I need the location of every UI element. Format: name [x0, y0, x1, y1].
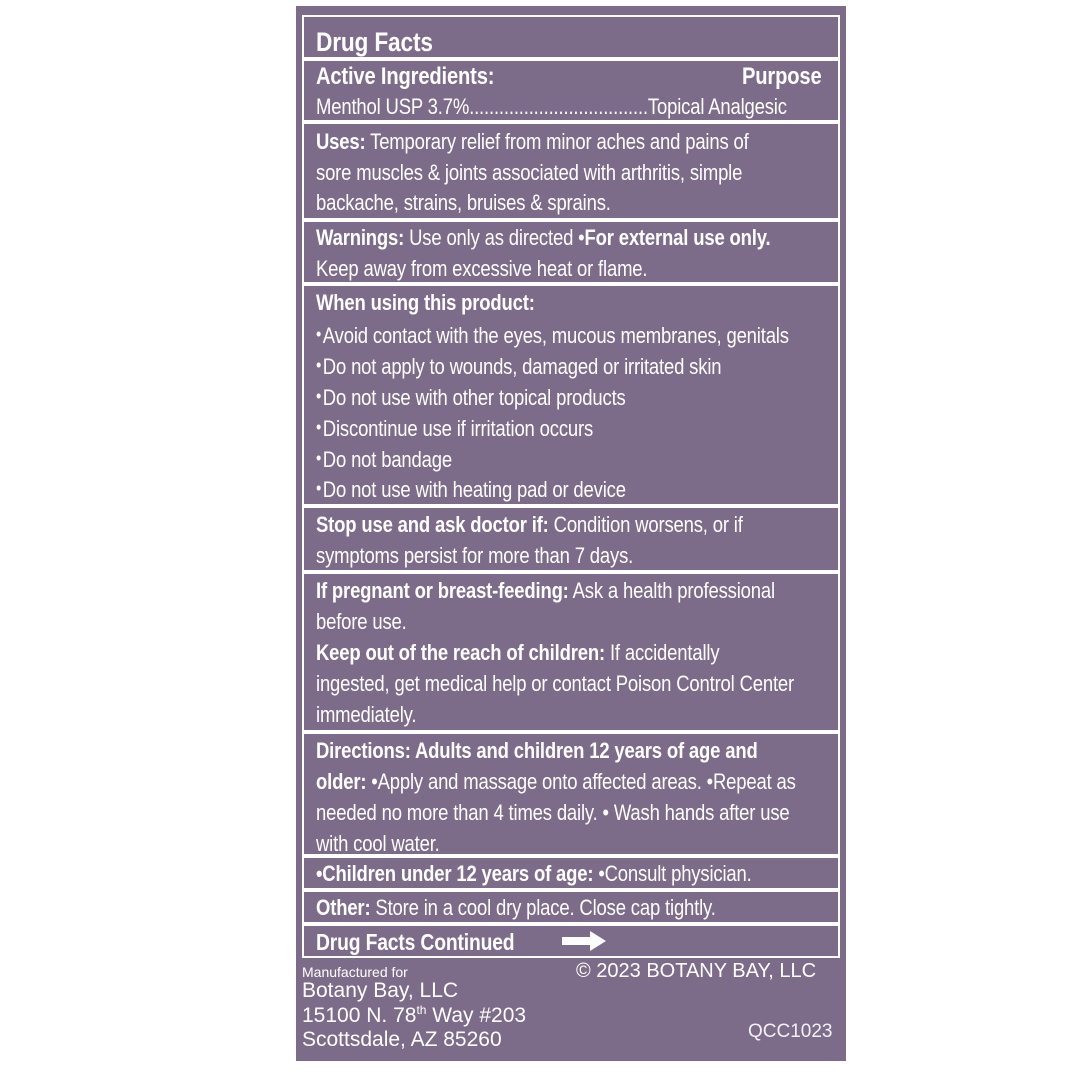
drug-facts-title: Drug Facts	[316, 27, 433, 57]
uses-line-1	[316, 128, 749, 156]
continued-section	[302, 924, 840, 958]
keep-out-text: If accidentally	[609, 640, 720, 665]
other-heading: Other:	[316, 895, 371, 920]
when-using-item: •Do not use with heating pad or device	[316, 477, 626, 502]
directions-older: older:	[316, 769, 367, 794]
when-using-item: •Do not apply to wounds, damaged or irritated skin	[316, 354, 722, 379]
uses-section	[302, 122, 840, 220]
pregnant-heading: If pregnant or breast-feeding:	[316, 578, 569, 603]
warnings-bullet: •	[578, 225, 585, 250]
warnings-text: Use only as directed	[409, 225, 574, 250]
directions-line-3: needed no more than 4 times daily. • Wash hands after use	[316, 800, 790, 825]
when-using-item: •Avoid contact with the eyes, mucous membranes, genitals	[316, 323, 789, 348]
children-heading: •Children under 12 years of age:	[316, 861, 594, 886]
uses-heading: Uses:	[316, 129, 366, 154]
pregnant-line-2: before use.	[316, 609, 407, 634]
purpose-heading: Purpose	[742, 63, 822, 90]
when-using-heading: When using this product:	[316, 290, 535, 315]
uses-text-1: Temporary relief from minor aches and pains of	[370, 129, 749, 154]
keep-out-heading: Keep out of the reach of children:	[316, 640, 605, 665]
when-using-item-text: Avoid contact with the eyes, mucous membranes, genitals	[322, 323, 789, 348]
when-using-item-text: Do not use with heating pad or device	[322, 477, 626, 502]
warnings-heading: Warnings:	[316, 225, 405, 250]
directions-section	[302, 732, 840, 856]
company-name: Botany Bay, LLC	[302, 979, 459, 1002]
pregnant-line-1	[316, 577, 775, 605]
stop-use-line-2: symptoms persist for more than 7 days.	[316, 543, 634, 568]
directions-text-2: •Apply and massage onto affected areas. •Repeat as	[371, 769, 796, 794]
address-sup: th	[416, 1003, 427, 1017]
external-use-warning: For external use only.	[584, 225, 771, 250]
ingredient-row	[316, 93, 787, 121]
children-section	[302, 856, 840, 890]
when-using-item-text: Do not bandage	[322, 447, 452, 472]
warnings-line-2: Keep away from excessive heat or flame.	[316, 256, 648, 281]
pregnancy-children-section	[302, 572, 840, 732]
drug-facts-panel	[296, 6, 846, 1061]
when-using-item: •Do not use with other topical products	[316, 385, 626, 410]
when-using-item: •Discontinue use if irritation occurs	[316, 416, 594, 441]
directions-line-4: with cool water.	[316, 831, 440, 856]
other-text: Store in a cool dry place. Close cap tightly.	[375, 895, 716, 920]
keep-out-line-3: immediately.	[316, 702, 417, 727]
ingredient-name: Menthol USP 3.7%	[316, 94, 470, 119]
address-number: 15100 N. 78	[302, 1004, 417, 1027]
stop-use-text: Condition worsens, or if	[553, 512, 743, 537]
address	[302, 1003, 526, 1028]
city: Scottsdale, AZ 85260	[302, 1028, 502, 1051]
uses-line-2: sore muscles & joints associated with arthritis, simple	[316, 160, 743, 185]
stop-use-section	[302, 506, 840, 572]
stop-use-line-1	[316, 511, 743, 539]
other-line	[316, 894, 716, 922]
warnings-line-1	[316, 224, 770, 252]
when-using-item-text: Discontinue use if irritation occurs	[322, 416, 594, 441]
right-arrow-icon	[562, 931, 606, 951]
uses-line-3: backache, strains, bruises & sprains.	[316, 190, 611, 215]
copyright: © 2023 BOTANY BAY, LLC	[576, 960, 817, 982]
address-street: Way #203	[426, 1004, 527, 1027]
pregnant-text: Ask a health professional	[572, 578, 775, 603]
when-using-item: •Do not bandage	[316, 447, 452, 472]
stop-use-heading: Stop use and ask doctor if:	[316, 512, 549, 537]
warnings-section	[302, 220, 840, 284]
active-ingredients-heading: Active Ingredients:	[316, 63, 495, 90]
product-code: QCC1023	[748, 1021, 833, 1042]
other-section	[302, 890, 840, 924]
children-line	[316, 860, 752, 888]
manufactured-for: Manufactured for	[302, 964, 408, 980]
drug-facts-continued: Drug Facts Continued	[316, 929, 515, 955]
keep-out-line-1	[316, 639, 719, 667]
keep-out-line-2: ingested, get medical help or contact Poison Control Center	[316, 671, 795, 696]
directions-heading: Directions: Adults and children 12 years of age and	[316, 738, 758, 763]
title-section	[302, 15, 840, 59]
when-using-item-text: Do not apply to wounds, damaged or irritated skin	[322, 354, 722, 379]
directions-line-2	[316, 768, 796, 796]
children-text: •Consult physician.	[598, 861, 752, 886]
active-ingredients-section	[302, 59, 840, 122]
when-using-section	[302, 284, 840, 506]
leader-dots: ....................................	[469, 94, 648, 119]
when-using-item-text: Do not use with other topical products	[322, 385, 626, 410]
ingredient-purpose: Topical Analgesic	[647, 94, 787, 119]
